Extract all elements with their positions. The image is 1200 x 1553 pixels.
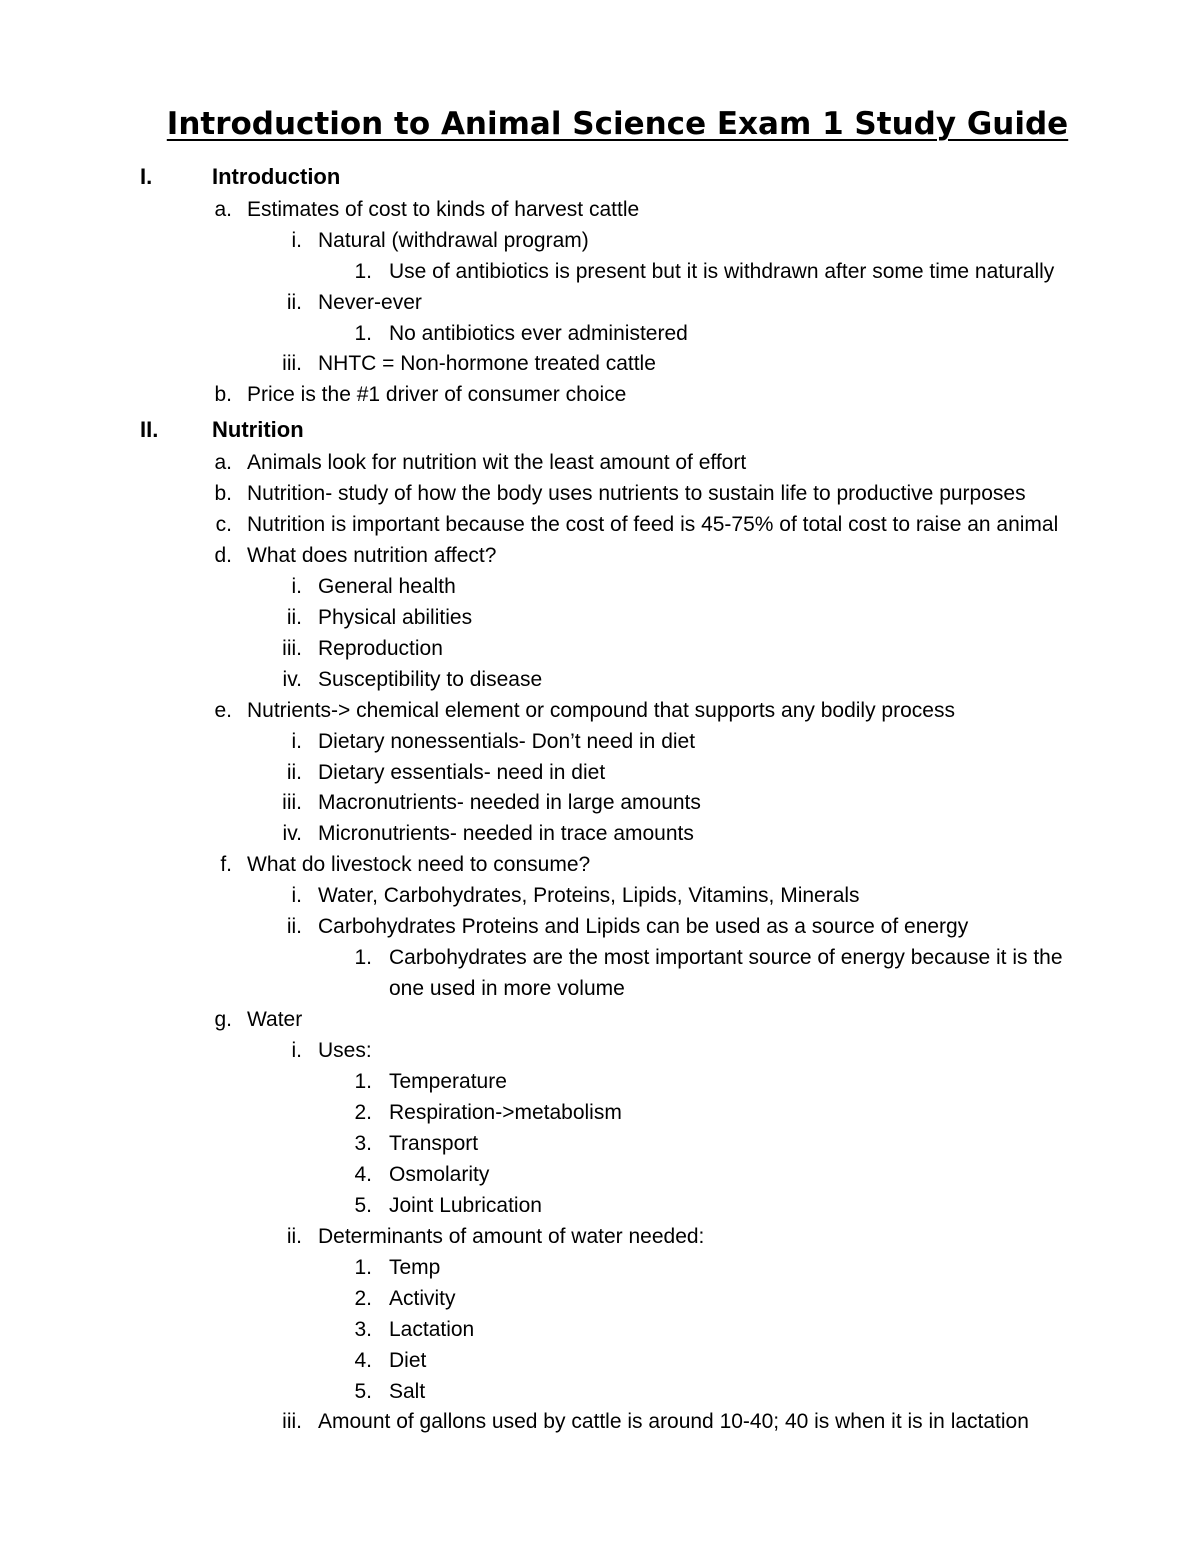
list-label: iii. <box>282 1410 302 1433</box>
list-label: a. <box>214 198 232 221</box>
list-label: ii. <box>286 915 302 938</box>
list-item: Lactation <box>389 1318 475 1341</box>
list-label: i. <box>291 884 302 907</box>
list-item: Nutrition is important because the cost of feed is 45-75% of total cost to raise an animal <box>247 513 1059 536</box>
list-item: Dietary essentials- need in diet <box>318 761 606 784</box>
list-label: iii. <box>282 791 302 814</box>
list-item: Water <box>247 1008 303 1031</box>
list-item: No antibiotics ever administered <box>389 322 688 345</box>
list-item: Transport <box>389 1132 479 1155</box>
list-item: Animals look for nutrition wit the least amount of effort <box>247 451 747 474</box>
list-item: Use of antibiotics is present but it is withdrawn after some time naturally <box>389 260 1055 283</box>
list-label: 1. <box>354 1070 372 1093</box>
list-label: c. <box>215 513 232 536</box>
list-label: f. <box>220 853 232 876</box>
list-label: 2. <box>354 1287 372 1310</box>
list-label: ii. <box>286 291 302 314</box>
list-item: Amount of gallons used by cattle is around 10-40; 40 is when it is in lactation <box>318 1410 1029 1433</box>
list-label: 2. <box>354 1101 372 1124</box>
list-item: General health <box>318 575 456 598</box>
list-item: Activity <box>389 1287 456 1310</box>
list-label: i. <box>291 575 302 598</box>
list-item: Determinants of amount of water needed: <box>318 1225 705 1248</box>
list-item: Diet <box>389 1349 427 1372</box>
list-item: What do livestock need to consume? <box>247 853 591 876</box>
list-label: 5. <box>354 1380 372 1403</box>
list-label: i. <box>291 1039 302 1062</box>
list-item: Carbohydrates are the most important source of energy because it is the <box>389 946 1063 969</box>
list-label: b. <box>214 383 232 406</box>
list-item: Micronutrients- needed in trace amounts <box>318 822 694 845</box>
list-item: Susceptibility to disease <box>318 668 543 691</box>
list-item: Reproduction <box>318 637 443 660</box>
list-label: 1. <box>354 260 372 283</box>
list-label: e. <box>214 699 232 722</box>
list-label: iv. <box>282 668 302 691</box>
list-label: 4. <box>354 1349 372 1372</box>
list-item: Estimates of cost to kinds of harvest cattle <box>247 198 640 221</box>
list-item: Natural (withdrawal program) <box>318 229 589 252</box>
list-item: Joint Lubrication <box>389 1194 542 1217</box>
list-item: Carbohydrates Proteins and Lipids can be used as a source of energy <box>318 915 969 938</box>
list-label: iv. <box>282 822 302 845</box>
section-heading: Introduction <box>212 164 341 189</box>
list-label: 1. <box>354 322 372 345</box>
list-item: Temperature <box>389 1070 507 1093</box>
list-item: NHTC = Non-hormone treated cattle <box>318 352 656 375</box>
section-heading: Nutrition <box>212 417 304 442</box>
list-label: ii. <box>286 1225 302 1248</box>
list-item: Macronutrients- needed in large amounts <box>318 791 701 814</box>
list-item: Price is the #1 driver of consumer choice <box>247 383 627 406</box>
list-item: Physical abilities <box>318 606 473 629</box>
document-title: Introduction to Animal Science Exam 1 Study Guide <box>166 106 1069 142</box>
list-item: What does nutrition affect? <box>247 544 497 567</box>
list-label: b. <box>214 482 232 505</box>
section-number: II. <box>140 417 159 442</box>
list-label: iii. <box>282 352 302 375</box>
list-label: d. <box>214 544 232 567</box>
list-label: 3. <box>354 1132 372 1155</box>
list-label: ii. <box>286 606 302 629</box>
list-item: Water, Carbohydrates, Proteins, Lipids, Vitamins, Minerals <box>318 884 860 907</box>
list-label: 3. <box>354 1318 372 1341</box>
list-item: Never-ever <box>318 291 422 314</box>
section-number: I. <box>140 164 153 189</box>
list-item-continuation: one used in more volume <box>389 977 625 1000</box>
list-label: 1. <box>354 946 372 969</box>
list-item: Osmolarity <box>389 1163 490 1186</box>
list-label: 1. <box>354 1256 372 1279</box>
list-label: ii. <box>286 761 302 784</box>
list-label: i. <box>291 229 302 252</box>
list-item: Respiration->metabolism <box>389 1101 622 1124</box>
list-label: 5. <box>354 1194 372 1217</box>
list-label: g. <box>214 1008 232 1031</box>
list-label: 4. <box>354 1163 372 1186</box>
list-label: iii. <box>282 637 302 660</box>
list-item: Dietary nonessentials- Don’t need in diet <box>318 730 696 753</box>
list-item: Uses: <box>318 1039 372 1062</box>
list-label: a. <box>214 451 232 474</box>
list-label: i. <box>291 730 302 753</box>
list-item: Salt <box>389 1380 426 1403</box>
list-item: Nutrients-> chemical element or compound that supports any bodily process <box>247 699 955 722</box>
list-item: Nutrition- study of how the body uses nutrients to sustain life to productive purposes <box>247 482 1026 505</box>
list-item: Temp <box>389 1256 441 1279</box>
